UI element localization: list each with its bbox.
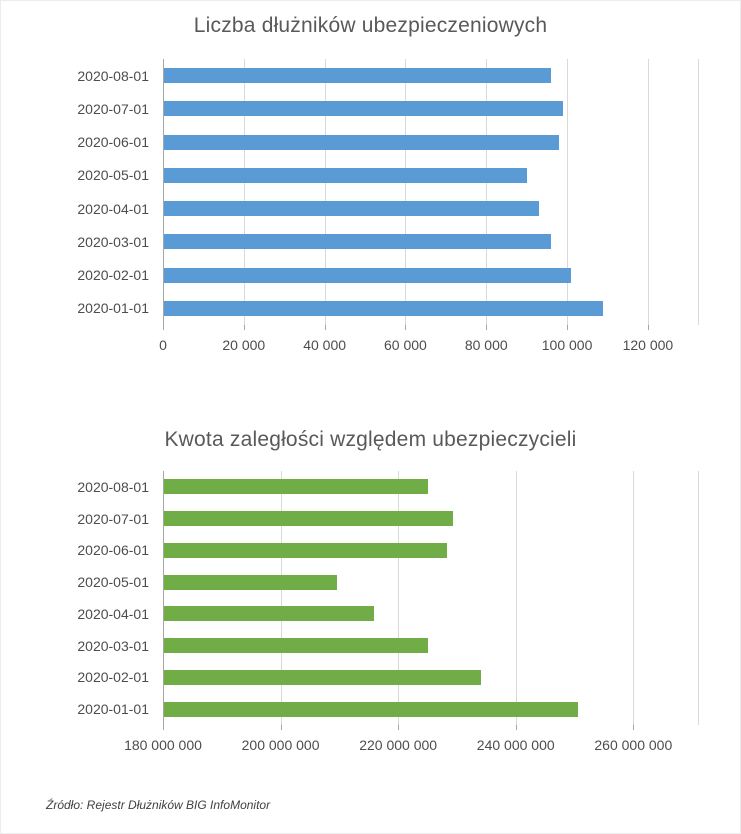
gridline <box>648 59 649 325</box>
axis-tickmark <box>163 725 164 730</box>
x-axis-tick-label: 260 000 000 <box>594 737 673 753</box>
bar-2020-08-01 <box>164 479 428 494</box>
category-label: 2020-07-01 <box>77 510 149 527</box>
gridline <box>486 59 487 325</box>
category-label: 2020-01-01 <box>77 300 149 317</box>
gridline <box>567 59 568 325</box>
axis-tickmark <box>516 725 517 730</box>
category-label: 2020-06-01 <box>77 134 149 151</box>
gridline <box>244 59 245 325</box>
axis-tickmark <box>163 325 164 330</box>
plot-right-edge <box>698 59 699 325</box>
bar-2020-04-01 <box>164 201 539 216</box>
x-axis-tick-label: 240 000 000 <box>476 737 555 753</box>
axis-tickmark <box>486 325 487 330</box>
category-label: 2020-04-01 <box>77 605 149 622</box>
y-axis-line <box>163 59 164 325</box>
category-label: 2020-02-01 <box>77 669 149 686</box>
gridline <box>633 471 634 725</box>
bar-2020-02-01 <box>164 268 571 283</box>
chart-title-arrears-amount: Kwota zaległości względem ubezpieczycieli <box>164 428 577 451</box>
x-axis-tick-label: 80 000 <box>464 337 508 353</box>
category-label: 2020-08-01 <box>77 67 149 84</box>
category-label: 2020-04-01 <box>77 200 149 217</box>
category-label: 2020-01-01 <box>77 701 149 718</box>
gridline <box>405 59 406 325</box>
bar-2020-08-01 <box>164 68 551 83</box>
bar-2020-07-01 <box>164 101 563 116</box>
axis-tickmark <box>633 725 634 730</box>
x-axis-tick-label: 0 <box>159 337 167 353</box>
bar-2020-07-01 <box>164 511 453 526</box>
axis-tickmark <box>398 725 399 730</box>
y-axis-line <box>163 471 164 725</box>
category-label: 2020-06-01 <box>77 542 149 559</box>
category-label: 2020-08-01 <box>77 478 149 495</box>
x-axis-tick-label: 60 000 <box>384 337 427 353</box>
bar-2020-05-01 <box>164 168 527 183</box>
x-axis-tick-label: 40 000 <box>303 337 347 353</box>
chart-title-debtor-count: Liczba dłużników ubezpieczeniowych <box>193 14 548 37</box>
x-axis-tick-label: 220 000 000 <box>359 737 438 753</box>
category-label: 2020-02-01 <box>77 267 149 284</box>
bar-2020-06-01 <box>164 135 559 150</box>
x-axis-tick-label: 20 000 <box>222 337 266 353</box>
gridline <box>398 471 399 725</box>
category-label: 2020-07-01 <box>77 100 149 117</box>
bar-2020-04-01 <box>164 606 374 621</box>
x-axis-tick-label: 200 000 000 <box>241 737 320 753</box>
x-axis-tick-label: 120 000 <box>622 337 674 353</box>
bar-2020-01-01 <box>164 301 603 316</box>
axis-tickmark <box>281 725 282 730</box>
bar-2020-03-01 <box>164 638 428 653</box>
bar-2020-05-01 <box>164 575 337 590</box>
x-axis-tick-label: 180 000 000 <box>124 737 202 753</box>
x-axis-tick-label: 100 000 <box>541 337 593 353</box>
category-label: 2020-03-01 <box>77 637 149 654</box>
bar-2020-02-01 <box>164 670 481 685</box>
axis-tickmark <box>567 325 568 330</box>
axis-tickmark <box>244 325 245 330</box>
category-label: 2020-05-01 <box>77 574 149 591</box>
source-note: Źródło: Rejestr Dłużników BIG InfoMonitor <box>46 798 271 812</box>
bar-2020-01-01 <box>164 702 578 717</box>
axis-tickmark <box>405 325 406 330</box>
bar-2020-06-01 <box>164 543 447 558</box>
category-label: 2020-05-01 <box>77 167 149 184</box>
category-label: 2020-03-01 <box>77 233 149 250</box>
plot-right-edge <box>698 471 699 725</box>
bar-2020-03-01 <box>164 234 551 249</box>
gridline <box>281 471 282 725</box>
gridline <box>325 59 326 325</box>
axis-tickmark <box>648 325 649 330</box>
gridline <box>516 471 517 725</box>
axis-tickmark <box>325 325 326 330</box>
